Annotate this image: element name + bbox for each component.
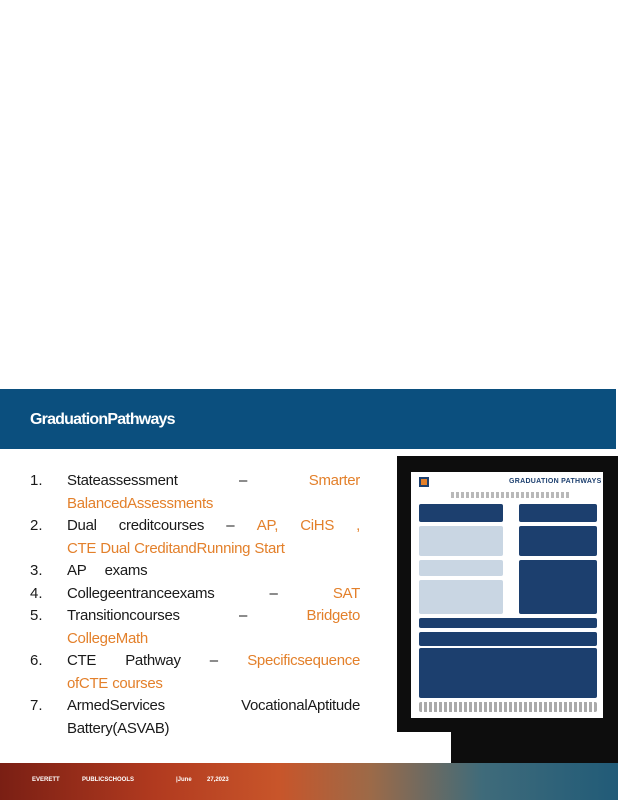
flyer-row-2-right	[519, 526, 597, 556]
pathway-detail: Bridgeto	[306, 607, 360, 624]
pathway-detail: AP,	[256, 517, 279, 534]
flyer-row-1-right	[519, 504, 597, 522]
flyer-row-4-left	[419, 580, 503, 614]
pathway-label: Battery(ASVAB)	[67, 719, 170, 737]
pathway-line	[67, 718, 360, 741]
pathway-number: 7.	[30, 697, 43, 714]
pathway-line	[67, 628, 360, 651]
pathway-dash: –	[209, 652, 219, 669]
flyer-row-3-left	[419, 560, 503, 576]
pathway-line	[67, 605, 360, 628]
pathway-detail: ofCTE	[67, 674, 109, 692]
pathway-line	[67, 515, 360, 538]
pathway-label: VocationalAptitude	[241, 697, 360, 714]
pathway-label: Collegeentranceexams	[67, 584, 215, 602]
pathway-item	[30, 515, 360, 560]
pathway-label: creditcourses	[118, 517, 205, 534]
pathway-dash: –	[238, 607, 248, 624]
pathways-list	[30, 470, 360, 740]
pathway-label: Pathway	[125, 652, 181, 669]
pathway-line	[67, 560, 360, 583]
footer-date-month: |June	[176, 777, 192, 783]
footer-org-name-1: EVERETT	[32, 777, 60, 783]
pathway-detail: CreditandRunning	[134, 539, 251, 557]
pathway-number: 4.	[30, 584, 43, 602]
pathway-number: 2.	[30, 517, 43, 534]
graduation-pathways-flyer-image	[397, 456, 618, 732]
flyer-row-6	[419, 632, 597, 646]
flyer-row-3-right	[519, 560, 597, 614]
pathway-line	[67, 470, 360, 493]
pathway-label: Stateassessment	[67, 472, 178, 489]
pathway-item	[30, 650, 360, 695]
flyer-row-1-left	[419, 504, 503, 522]
pathway-item	[30, 560, 360, 583]
flyer-subtitle-lines	[451, 492, 571, 498]
pathway-item	[30, 470, 360, 515]
pathway-label: AP	[67, 562, 87, 579]
pathway-dash: –	[226, 517, 235, 534]
pathway-dash: –	[269, 584, 278, 602]
flyer-row-2-left	[419, 526, 503, 556]
pathway-label: ArmedServices	[67, 697, 165, 714]
pathway-detail: SAT	[332, 584, 360, 602]
pathway-detail: Smarter	[308, 472, 360, 489]
flyer-page	[411, 472, 603, 718]
title-bar	[0, 389, 616, 449]
pathway-detail: BalancedAssessments	[67, 494, 214, 512]
pathway-dash: –	[238, 472, 248, 489]
pathway-item	[30, 695, 360, 740]
pathway-line	[67, 493, 360, 516]
flyer-title: GRADUATION PATHWAYS	[509, 478, 602, 485]
pathway-detail: Start	[254, 539, 285, 557]
pathway-detail: CTE	[67, 539, 97, 557]
pathway-detail: Specificsequence	[247, 652, 360, 669]
slide-title: GraduationPathways	[30, 411, 175, 428]
pathway-line	[67, 673, 360, 696]
flyer-row-7	[419, 648, 597, 698]
flyer-row-5	[419, 618, 597, 628]
pathway-line	[67, 538, 360, 561]
pathway-line	[67, 650, 360, 673]
flyer-footnote	[419, 702, 597, 712]
pathway-detail: courses	[112, 674, 163, 692]
pathway-line	[67, 583, 360, 606]
pathway-detail: Dual	[100, 539, 130, 557]
footer-org-name-2: PUBLICSCHOOLS	[82, 777, 135, 783]
footer-bar	[0, 763, 618, 800]
footer-date-rest: 27,2023	[207, 777, 229, 783]
district-logo-icon	[419, 476, 481, 490]
pathway-detail: CiHS	[300, 517, 335, 534]
pathway-detail: ,	[356, 517, 361, 534]
pathway-label: exams	[104, 562, 148, 579]
pathway-item	[30, 583, 360, 606]
pathway-line	[67, 695, 360, 718]
pathway-number: 3.	[30, 562, 43, 579]
pathway-number: 6.	[30, 652, 43, 669]
pathway-item	[30, 605, 360, 650]
pathway-label: Transitioncourses	[67, 607, 180, 624]
pathway-number: 5.	[30, 607, 43, 624]
pathway-label: CTE	[67, 652, 97, 669]
pathway-number: 1.	[30, 472, 43, 489]
pathway-label: Dual	[67, 517, 97, 534]
pathway-detail: CollegeMath	[67, 629, 148, 647]
